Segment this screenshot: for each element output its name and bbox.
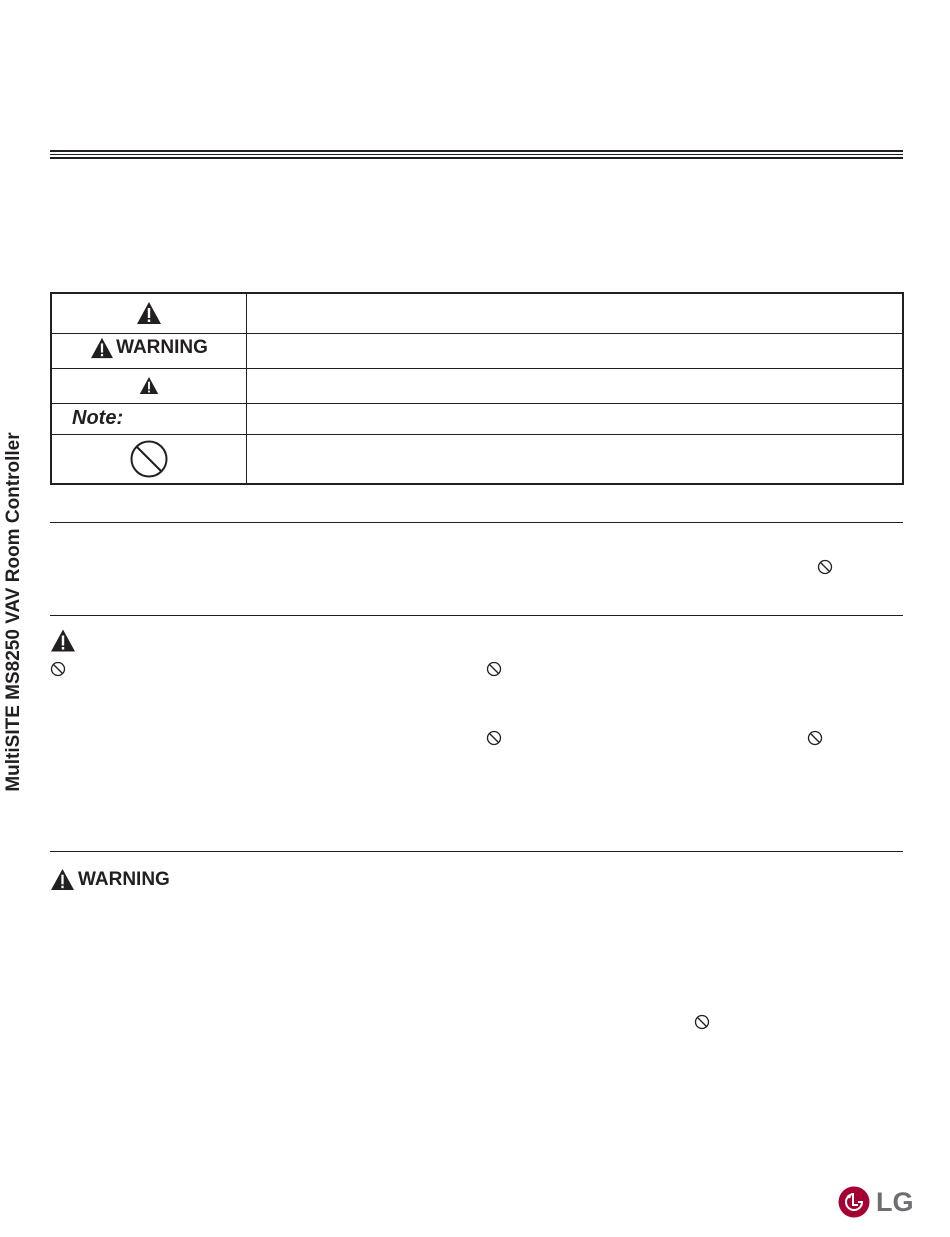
lg-face-icon	[838, 1186, 870, 1218]
warning-heading-label: WARNING	[78, 868, 170, 890]
legend-row	[51, 403, 903, 434]
document-side-title: MultiSITE MS8250 VAV Room Controller	[3, 432, 24, 792]
prohibition-icon	[129, 439, 169, 479]
symbol-legend-table	[50, 292, 904, 485]
section-divider	[50, 615, 903, 616]
prohibition-icon	[817, 559, 833, 575]
triangle-exclamation-icon	[139, 376, 159, 395]
section-divider	[50, 851, 903, 852]
warning-label: WARNING	[116, 337, 208, 358]
prohibition-icon	[486, 661, 502, 677]
section-divider	[50, 522, 903, 523]
header-rule	[50, 154, 903, 155]
triangle-exclamation-icon	[136, 301, 162, 325]
legend-row	[51, 368, 903, 403]
prohibition-icon	[486, 730, 502, 746]
triangle-exclamation-icon	[90, 337, 114, 359]
note-label: Note:	[72, 407, 124, 429]
legend-row	[51, 333, 903, 368]
header-rule	[50, 157, 903, 159]
lg-wordmark: LG	[876, 1186, 914, 1217]
header-rule	[50, 150, 903, 152]
triangle-exclamation-icon	[50, 868, 75, 891]
legend-row	[51, 293, 903, 333]
prohibition-icon	[807, 730, 823, 746]
prohibition-icon	[50, 661, 66, 677]
lg-logo	[838, 1186, 914, 1218]
triangle-exclamation-icon	[50, 628, 76, 653]
legend-row	[51, 434, 903, 484]
prohibition-icon	[694, 1014, 710, 1030]
warning-heading	[50, 868, 170, 891]
